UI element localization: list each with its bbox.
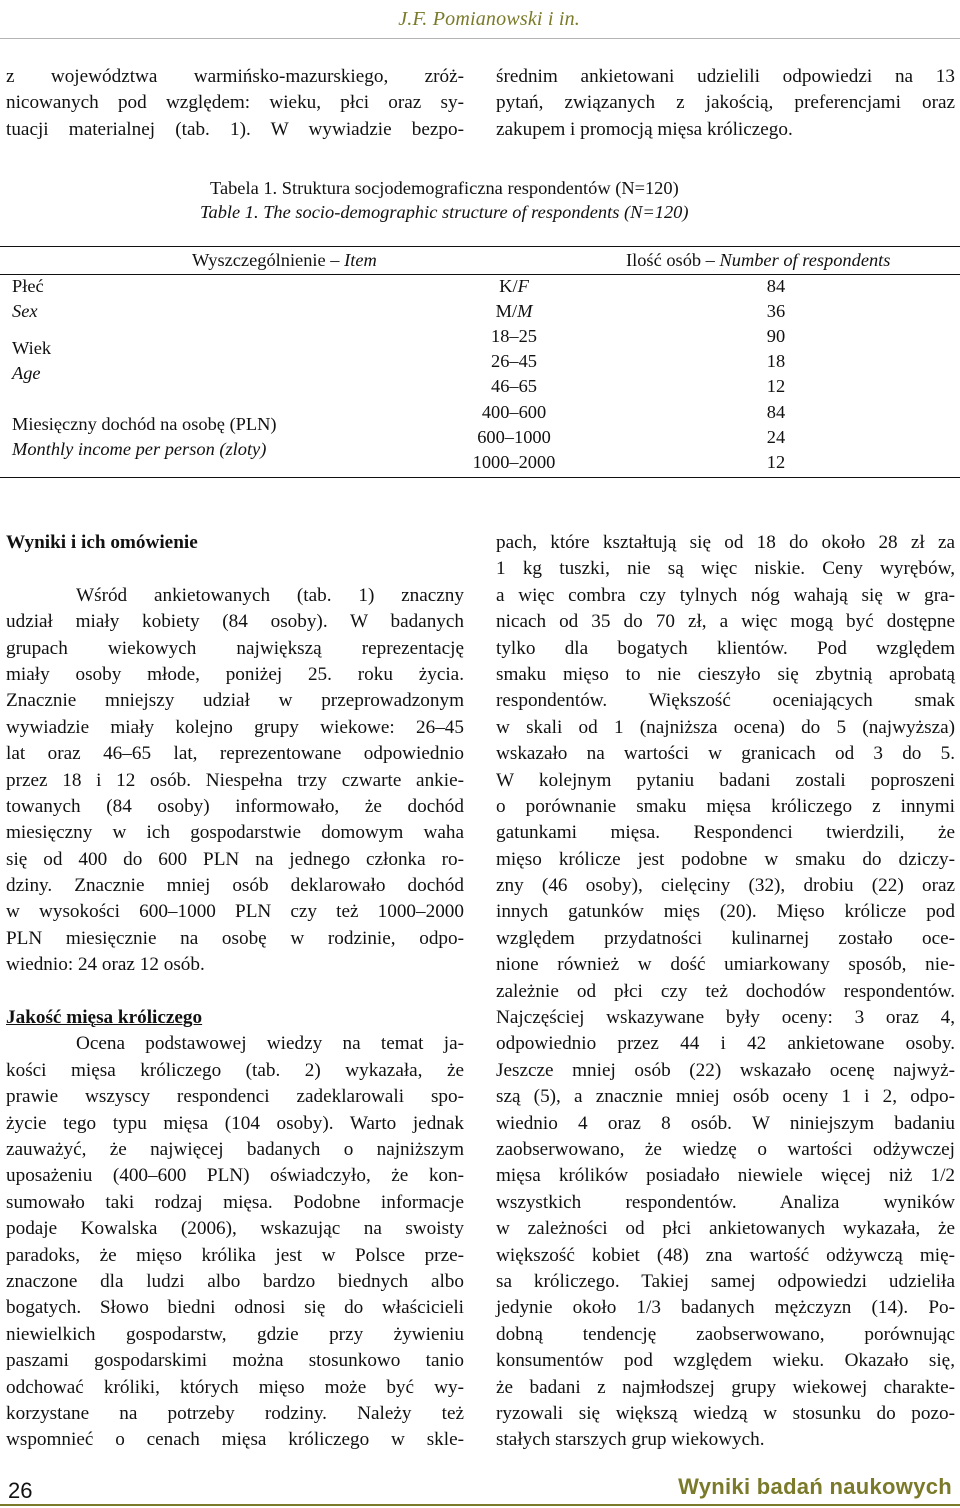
sex-male-en: M <box>517 301 533 321</box>
sex-category-female <box>499 274 529 298</box>
text-line: grupach wiekowych największą reprezentację <box>6 637 464 659</box>
count-male: 36 <box>766 301 786 321</box>
row-label-income-en: Monthly income per person (zloty) <box>12 439 267 459</box>
header-item-pl: Wyszczególnienie – <box>192 250 345 270</box>
text-line: 1 kg tuszki, nie są więc niskie. Ceny wyrębów, <box>496 558 955 580</box>
text-line: paradoks, że mięso królika jest w Polsce prze- <box>6 1244 464 1266</box>
text-line: innych gatunków mięs (20). Mięso królicze pod <box>496 901 955 923</box>
text-line: odpowiednio przez 44 i 42 ankietowane osoby. <box>496 1033 955 1055</box>
income-range-1: 400–600 <box>481 402 547 422</box>
text-line: z województwa warmińsko-mazurskiego, zróż- <box>6 66 464 87</box>
text-line: nicowanych pod względem: wieku, płci oraz sy- <box>6 92 464 114</box>
text-line: podaje Kowalska (2006), wskazując na swoisty <box>6 1218 464 1240</box>
text-line: Najczęściej wskazywane były oceny: 3 oraz 4, <box>496 1007 955 1029</box>
text-line: a więc combra czy tylnych nóg wahają się w gra- <box>496 584 955 606</box>
text-line: towanych (84 osoby) informowało, że dochód <box>6 795 464 817</box>
text-line: jedynie około 1/3 badanych mężczyzn (14). Po- <box>496 1297 955 1319</box>
text-line: pytań, związanych z jakością, preferencjami oraz <box>496 92 955 114</box>
header-item-en: Item <box>344 250 377 270</box>
table-top-rule <box>0 246 960 247</box>
text-line: stałych starszych grup wiekowych. <box>496 1429 765 1451</box>
table-header-count <box>626 248 890 272</box>
text-line: wszystkich respondentów. Analiza wyników <box>496 1191 955 1213</box>
journal-section-title: Wyniki badań naukowych <box>678 1474 952 1499</box>
row-label-sex-pl: Płeć <box>12 276 44 296</box>
income-range-2: 600–1000 <box>477 427 551 447</box>
text-line: zauważyć, że najwięcej badanych o najniższym <box>6 1138 464 1160</box>
text-line: miesięczny w ich gospodarstwie domowym waha <box>6 822 464 844</box>
text-line: uposażeniu (400–600 PLN) oświadczyło, że kon- <box>6 1165 464 1187</box>
text-line: Wśród ankietowanych (tab. 1) znaczny <box>76 584 464 606</box>
text-line: wiednio: 24 oraz 12 osób. <box>6 954 205 976</box>
text-line: sa króliczego. Takiej samej odpowiedzi udzieliła <box>496 1270 955 1292</box>
text-line: tuacji materialnej (tab. 1). W wywiadzie bezpo- <box>6 118 464 140</box>
intro-left-column <box>6 64 464 143</box>
text-line: dziny. Znacznie mniej osób deklarowało dochód <box>6 875 464 897</box>
text-line: odchować króliki, których mięso może być wy- <box>6 1376 464 1398</box>
table-caption-pl: Tabela 1. Struktura socjodemograficzna respondentów (N=120) <box>210 178 679 198</box>
text-line: prawie wszyscy respondenci zadeklarowali spo- <box>6 1086 464 1108</box>
text-line: wiednio 4 oraz 8 osób. W niniejszym badaniu <box>496 1112 955 1134</box>
text-line: wskazało na wartości w granicach od 3 do 5. <box>496 743 955 765</box>
text-line: w wysokości 600–1000 PLN czy też 1000–2000 <box>6 901 464 923</box>
header-count-pl: Ilość osób – <box>626 250 720 270</box>
text-line: przez 18 i 12 osób. Niespełna trzy czwarte ankie- <box>6 769 464 791</box>
text-line: Znacznie mniejszy udział w przeprowadzonym <box>6 690 464 712</box>
text-line: życie tego typu mięsa (104 osoby). Warto jednak <box>6 1112 464 1134</box>
running-head: J.F. Pomianowski i in. <box>398 8 580 30</box>
text-line: znaczone dla ludzi albo bardzo biednych albo <box>6 1270 464 1292</box>
socio-demographic-table <box>0 236 960 478</box>
header-rule <box>0 38 960 39</box>
text-line: Ocena podstawowej wiedzy na temat ja- <box>76 1033 464 1055</box>
count-income-1: 84 <box>766 402 786 422</box>
section-heading-results: Wyniki i ich omówienie <box>6 532 198 553</box>
text-line: że badani z najmłodszej grupy wiekowej charakte- <box>496 1376 955 1398</box>
text-line: średnim ankietowani udzielili odpowiedzi na 13 <box>496 66 955 87</box>
text-line: szą (5), a znacznie mniej osób oceny 1 i 2, odpo- <box>496 1086 955 1108</box>
text-line: nicach od 35 do 70 zł, a więc mogą być dostępne <box>496 611 955 633</box>
text-line: w zależności od płci ankietowanych wykazała, że <box>496 1218 955 1240</box>
text-line: paszami gospodarskimi można stosunkowo tanio <box>6 1350 464 1372</box>
count-income-2: 24 <box>766 427 786 447</box>
text-line: wywiadzie miały kolejno grupy wiekowe: 26–45 <box>6 716 464 738</box>
row-label-sex-en: Sex <box>12 301 38 321</box>
text-line: konsumentów pod względem wieku. Okazało się, <box>496 1350 955 1372</box>
text-line: tylko dla bogatych klientów. Pod względem <box>496 637 955 659</box>
header-count-en: Number of respondents <box>719 250 891 270</box>
row-label-age-pl: Wiek <box>12 338 52 358</box>
text-line: w skali od 1 (najniższa ocena) do 5 (najwyższa) <box>496 716 955 738</box>
count-female: 84 <box>766 276 786 296</box>
text-line: zakupem i promocją mięsa króliczego. <box>496 118 793 140</box>
row-label-age-en: Age <box>12 363 41 383</box>
text-line: bogatych. Słowo biedni odnosi się do właścicieli <box>6 1297 464 1319</box>
sex-female-pl: K/ <box>499 276 518 296</box>
section-heading-quality: Jakość mięsa króliczego <box>6 1007 203 1029</box>
text-line: zaobserwowano, że wiedzę o wartości odżywczej <box>496 1138 955 1160</box>
page-number: 26 <box>8 1478 33 1503</box>
text-line: dobną tendencję zaobserwowano, porównując <box>496 1323 955 1345</box>
text-line: sumowało taki rodzaj mięsa. Podobne informacje <box>6 1191 464 1213</box>
text-line: mięso królicze jest podobne w smaku do dziczy- <box>496 848 955 870</box>
age-range-1: 18–25 <box>491 326 537 346</box>
intro-right-column <box>496 64 955 143</box>
count-age-2: 18 <box>766 351 786 371</box>
table-header-rule <box>0 274 960 275</box>
sex-male-pl: M/ <box>495 301 518 321</box>
row-label-income-pl: Miesięczny dochód na osobę (PLN) <box>12 414 277 434</box>
text-line: gatunkami mięsa. Respondenci twierdzili, że <box>496 822 955 844</box>
age-range-2: 26–45 <box>491 351 537 371</box>
age-range-3: 46–65 <box>491 376 537 396</box>
text-line: W kolejnym pytaniu badani zostali poproszeni <box>496 769 955 791</box>
text-line: miały osoby młode, poniżej 25. roku życia. <box>6 663 464 685</box>
text-line: względem przydatności kulinarnej zostało oce- <box>496 927 955 949</box>
table-header-item <box>192 248 377 272</box>
right-body-column <box>496 530 955 1454</box>
text-line: lat oraz 46–65 lat, reprezentowane odpowiednio <box>6 743 464 765</box>
text-line: smaku mięso to nie cieszyło się zbytnią aprobatą <box>496 663 955 685</box>
text-line: pach, które kształtują się od 18 do około 28 zł za <box>496 532 955 553</box>
left-body-column <box>6 530 464 1454</box>
text-line: kości mięsa króliczego (tab. 2) wykazała, że <box>6 1059 464 1081</box>
text-line: korzystane na potrzeby rodziny. Należy też <box>6 1402 464 1424</box>
sex-category-male <box>496 299 533 323</box>
quality-paragraph <box>6 1031 464 1453</box>
table-bottom-rule <box>0 477 960 478</box>
text-line: zależnie od płci czy też dochodów respondentów. <box>496 980 955 1002</box>
count-income-3: 12 <box>766 452 786 472</box>
income-range-3: 1000–2000 <box>472 452 556 472</box>
text-line: mięsa królików posiadało niewiele więcej niż 1/2 <box>496 1165 955 1187</box>
text-line: wspomnieć o cenach mięsa króliczego w skle- <box>6 1429 464 1451</box>
text-line: się od 400 do 600 PLN na jednego członka ro- <box>6 848 464 870</box>
text-line: PLN miesięcznie na osobę w rodzinie, odpo- <box>6 927 464 949</box>
count-age-3: 12 <box>766 376 786 396</box>
text-line: respondentów. Większość oceniających smak <box>496 690 955 712</box>
footer-rule <box>0 1504 960 1506</box>
text-line: udział miały kobiety (84 osoby). W badanych <box>6 611 464 633</box>
table-caption-en: Table 1. The socio-demographic structure of respondents (N=120) <box>200 202 689 222</box>
sex-female-en: F <box>517 276 529 296</box>
text-line: większość kobiet (48) zna wartość odżywczą mię- <box>496 1244 955 1266</box>
text-line: Jeszcze mniej osób (22) wskazało ocenę najwyż- <box>496 1059 955 1081</box>
text-line: ryzowali się większą wiedzą w stosunku do pozo- <box>496 1402 955 1424</box>
text-line: niewielkich gospodarstw, gdzie przy żywieniu <box>6 1323 464 1345</box>
text-line: o porównanie smaku mięsa króliczego z innymi <box>496 795 955 817</box>
results-paragraph <box>6 583 464 979</box>
count-age-1: 90 <box>766 326 786 346</box>
text-line: nione również w dość umiarkowany sposób, nie- <box>496 954 955 976</box>
text-line: zny (46 osoby), cielęciny (32), drobiu (22) oraz <box>496 875 955 897</box>
